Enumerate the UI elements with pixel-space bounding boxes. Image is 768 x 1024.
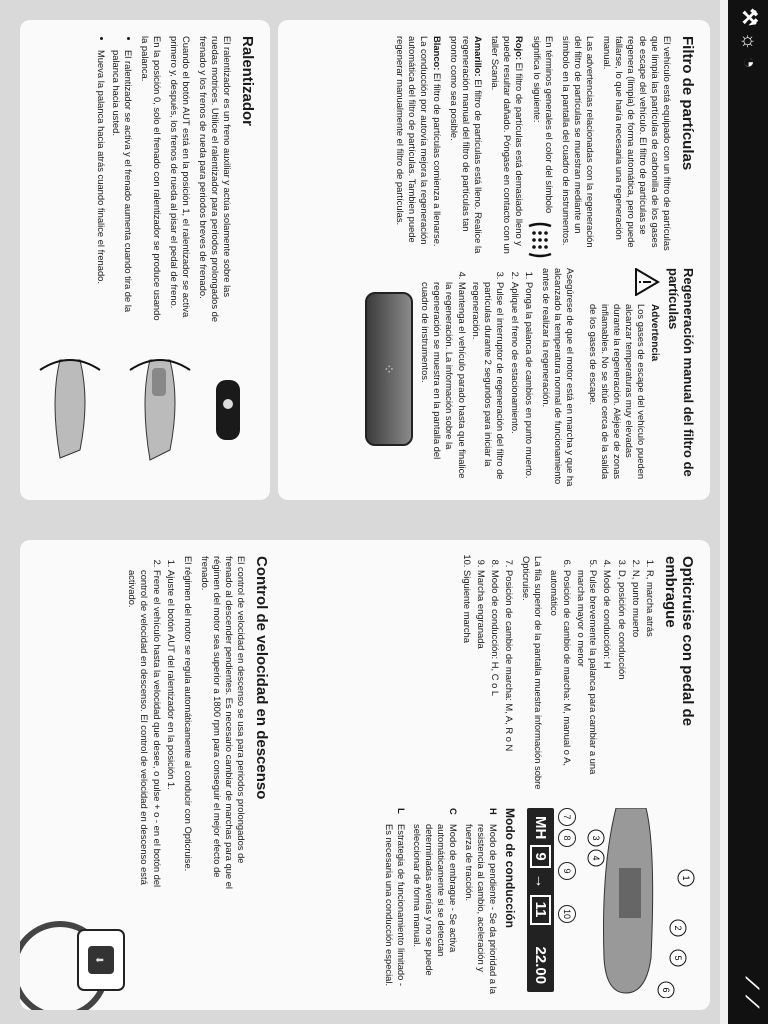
display-mode: MH [532,816,549,840]
header-left-icons [737,8,762,74]
opticruise-panel [20,540,710,1010]
opticruise-figure [379,808,696,998]
mode-key: H [488,808,499,815]
header-bar [728,0,768,1024]
mode-text: Modo de pendiente - Se da prioridad a la resistencia al cambio, aceleración y fuerza de tracción. [463,824,499,994]
callout-4: 4 [591,855,601,861]
descent-steps [126,556,177,896]
display-time: 22.00 [532,946,549,985]
driving-mode-title: Modo de conducción [503,808,517,928]
mode-key: L [395,808,407,814]
particle-filter-p2: Las advertencias relacionadas con la regeneración del filtro de partículas se muestran mediante un símbolo en la pantalla del cuadro de instrumentos. [560,36,596,248]
opticruise-item: 4. Modo de conducción: H [601,570,613,796]
header-divider [720,0,728,1024]
manual-regen-column [365,268,696,488]
white-label: Blanco: [431,36,443,71]
display-item: 9. Marcha engranada [475,570,487,796]
mode-key: C [447,808,459,815]
descent-control-title: Control de velocidad en descenso [253,556,270,800]
mode-text: Estrategia de funcionamiento limitado - Es necesaria una conducción especial. [383,824,407,987]
callout-3: 3 [591,835,601,841]
warning-text-block [582,304,660,488]
retarder-bullets [95,36,134,326]
callout-7: 7 [558,808,576,826]
display-callouts [558,808,577,998]
descent-p1: El control de velocidad en descenso se usa para periodos prolongados de frenado al descender pendientes. Es necesario cambiar de marchas para que el régimen del motor sea superior a 1800 rpm para conseguir el mejor efecto de frenado. [199,556,247,890]
steering-wheel-illustration [20,910,130,1010]
callout-2: 2 [673,925,683,931]
gear-lever-illustration [586,808,696,998]
particle-filter-column [389,36,696,258]
display-item: 7. Posición de cambio de marcha: M, A, R o N [503,570,515,796]
regen-switch-illustration [365,292,413,446]
callout-5: 5 [673,955,683,961]
service-tools-icon: ⚒ [738,8,760,32]
particle-filter-title: Filtro de partículas [679,36,696,171]
regen-step: 3. Pulse el interruptor de regeneración del filtro de partículas durante 2 segundos para iniciar la regeneración. [470,282,507,488]
descent-p2: El régimen del motor se regula automáticamente al conducir con Opticruise. [182,556,194,872]
particle-filter-intro: El vehículo está equipado con un filtro de partículas que limpia las partículas de carbonilla de los gases de escape del vehículo. El filtro de partículas se regenera (limpia) de forma automática, pero puede fallarse, lo que haría necesaria una regeneración manual. [601,36,673,251]
color-white [394,36,442,258]
symbol-row [525,36,555,258]
retarder-p2: Cuando el botón AUT está en la posición 1, el ralentizador se activa primero y, después, los frenos de rueda al pisar el pedal de freno. [168,36,192,318]
particle-filter-symbol-icon [525,222,555,258]
callout-8: 8 [558,829,576,847]
particle-filter-panel [278,20,710,500]
retarder-lever-illustration [30,340,250,490]
retarder-p1: El ralentizador es un freno auxiliar y actúa solamente sobre las ruedas motrices. Utilice el ralentizador para periodos prolongados de frenado y los frenos de rueda para periodos breves de frenado. [197,36,233,323]
opticruise-title: Opticruise con pedal de embrague [662,556,696,727]
descent-step: 2. Frene el vehículo hasta la velocidad que desee, o pulse + o - en el botón del control de velocidad en descenso. El control de velocidad en descenso está activado. [126,570,163,896]
opticruise-item: 3. D, posición de conducción [615,570,627,796]
opticruise-item: 2. N, punto muerto [630,570,642,796]
opticruise-text [456,556,696,796]
particle-filter-symbol-icon: ⁘ [381,363,398,375]
gauge-icon: ◔ [738,56,760,75]
manual-regen-title: Regeneración manual del filtro de partículas [666,268,696,477]
retarder-bullet: • Mueva la palanca hacia atrás cuando finalice el frenado. [95,50,107,326]
retarder-bullet: • El ralentizador se activa y el frenado aumenta cuando tira de la palanca hacia usted. [109,50,133,326]
retarder-text [91,36,256,326]
display-item: 8. Modo de conducción: H, C o L [489,570,501,796]
warning-title: Advertencia [649,304,660,362]
opticruise-item: 1. R, marcha atrás [644,570,656,796]
retarder-panel [20,20,270,500]
opticruise-item: 5. Pulse brevemente la palanca para cambiar a una marcha mayor o menor [575,570,599,796]
descent-control-button-icon: ⬇ [93,955,104,965]
opticruise-items [548,556,656,796]
regen-step: 2. Aplique el freno de estacionamiento. [508,282,520,488]
retarder-p3: En la posición 0, solo el frenado con ralentizador se produce usando la palanca. [139,36,163,321]
retarder-title: Ralentizador [239,36,256,127]
display-item: 10. Siguiente marcha [460,570,472,796]
descent-step: 1. Ajuste el botón AUT del ralentizador en la posición 1. [165,570,177,896]
regen-step: 4. Mantenga el vehículo parado hasta que finalice la regeneración. La información sobre la regeneración se muestra en la pantalla del cuadro de instrumentos. [419,282,468,488]
warning-text: Los gases de escape del vehículo pueden alcanzar temperaturas muy elevadas durante la regeneración. Aléjese de zonas inflamables. No se sitúe cerca de la salida de los gases de escape. [587,304,647,480]
mode-text: Modo de embrague - Se activa automáticamente si se detectan determinadas averías y no se puede seleccionar de forma manual. [411,824,459,976]
opticruise-display-items [460,556,515,796]
opticruise-display-text: La fila superior de la pantalla muestra información sobre Opticruise. [521,556,545,790]
display-gear: 9 [530,845,551,867]
driving-mode-item [383,808,407,998]
sun-icon: ☼ [738,31,760,57]
manual-regen-pre: Asegúrese de que el motor está en marcha y que ha alcanzado la temperatura normal de funcionamiento antes de realizar la regeneración. [540,268,576,487]
arrow-right-icon: → [532,873,549,889]
road-curve-icon: ⟋⟋ [742,976,762,1014]
driving-mode-item [411,808,459,998]
manual-regen-steps [419,268,535,488]
amber-text: El filtro de partículas está lleno. Realice la regeneración manual del filtro de partículas tan pronto como sea posible. [448,36,484,254]
opticruise-item: 6. Posición de cambio de marcha: M, manual o A, automático [548,570,572,796]
callout-6: 6 [661,987,671,993]
descent-control-text [122,556,270,896]
red-text: El filtro de partículas está demasiado lleno y puede resultar dañado. Póngase en contacto con un taller Scania. [489,36,525,254]
opticruise-display [527,808,554,992]
display-next-gear: 11 [530,895,551,925]
particle-filter-p3: En términos generales el color del símbolo significa lo siguiente: [531,36,555,214]
callout-9: 9 [558,862,576,880]
callout-1: 1 [681,875,691,881]
color-red [489,36,525,258]
amber-label: Amarillo: [472,36,484,77]
callout-10: 10 [558,905,576,923]
red-label: Rojo: [513,36,525,60]
driving-mode-item [463,808,499,998]
white-text: El filtro de partículas comienza a llenarse. La conducción por autovía mejora la regeneración automática del filtro de partículas. Tambien puede regenerar manualmente el filtro de partículas. [395,36,443,247]
color-amber [448,36,484,258]
warning-triangle-icon [634,268,660,296]
regen-step: 1. Ponga la palanca de cambios en punto muerto. [523,282,535,488]
warning-box [582,268,660,488]
